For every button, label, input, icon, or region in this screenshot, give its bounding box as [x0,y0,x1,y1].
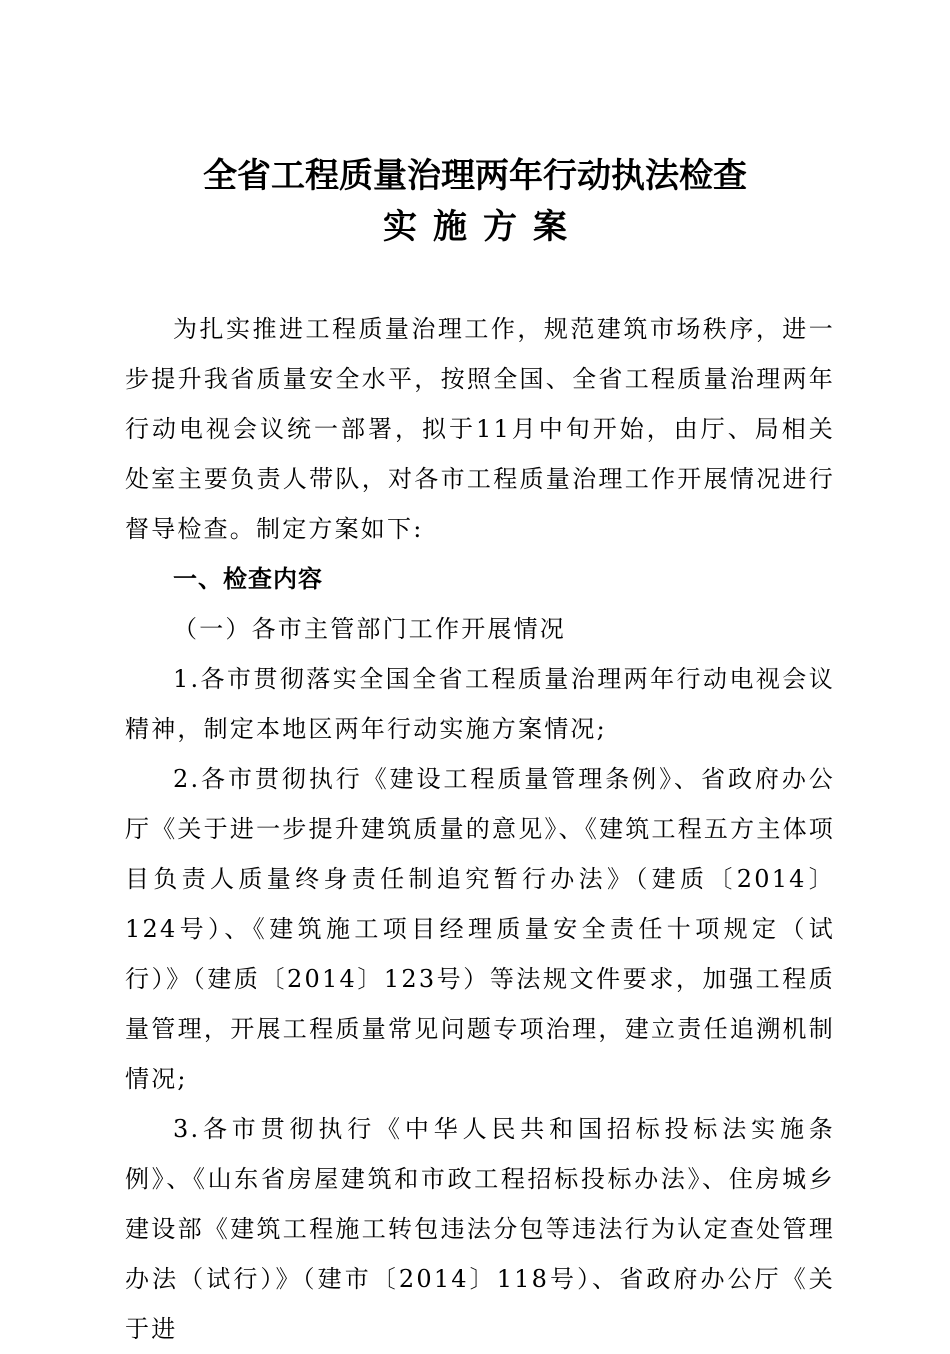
subsection-heading-city-departments: （一）各市主管部门工作开展情况 [173,615,566,643]
list-item-2: 2.各市贯彻执行《建设工程质量管理条例》、省政府办公厅《关于进一步提升建筑质量的意见》、《建筑工程五方主体项目负责人质量终身责任制追究暂行办法》（建质〔2014〕124号）、《建筑施工项目经理质量安全责任十项规定（试行）》（建质〔2014〕123号）等法规文件要求，加强工程质量管理，开展工程质量常见问题专项治理，建立责任追溯机制情况; [125,765,835,1093]
document-body [125,304,835,1354]
document-title-line-2: 实施方案 [383,207,583,247]
list-item-1: 1.各市贯彻落实全国全省工程质量治理两年行动电视会议精神，制定本地区两年行动实施方案情况; [125,665,835,743]
document-title-line-1: 全省工程质量治理两年行动执法检查 [203,156,747,196]
intro-paragraph: 为扎实推进工程质量治理工作，规范建筑市场秩序，进一步提升我省质量安全水平，按照全国、全省工程质量治理两年行动电视会议统一部署，拟于11月中旬开始，由厅、局相关处室主要负责人带队，对各市工程质量治理工作开展情况进行督导检查。制定方案如下: [125,315,835,543]
section-heading-inspection-content: 一、检查内容 [173,565,323,593]
list-item-3: 3.各市贯彻执行《中华人民共和国招标投标法实施条例》、《山东省房屋建筑和市政工程招标投标办法》、住房城乡建设部《建筑工程施工转包违法分包等违法行为认定查处管理办法（试行）》（建市〔2014〕118号）、省政府办公厅《关于进 [125,1115,835,1343]
